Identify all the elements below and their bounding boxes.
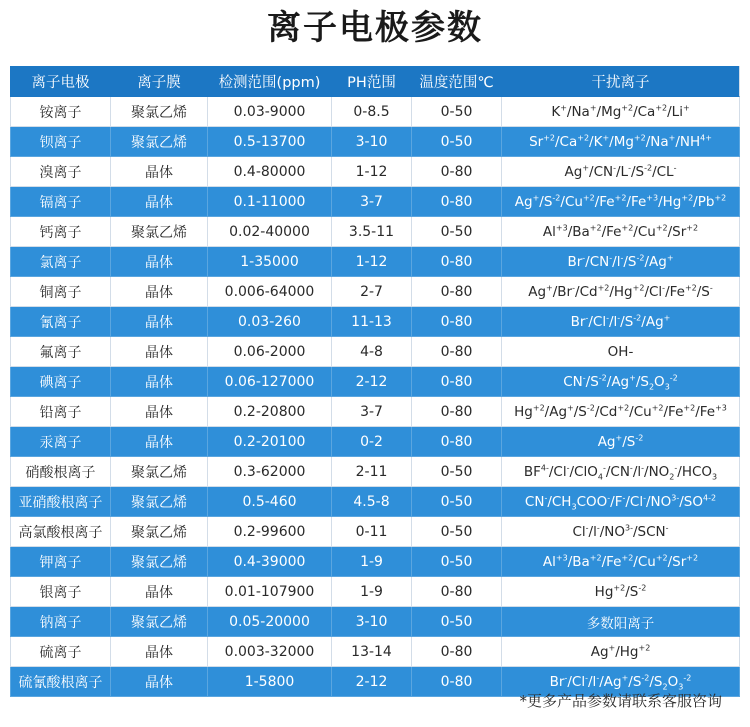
cell-membrane: 聚氯乙烯 bbox=[110, 127, 207, 157]
table-row bbox=[10, 247, 740, 277]
cell-membrane: 聚氯乙烯 bbox=[110, 547, 207, 577]
cell-temp: 0-50 bbox=[411, 547, 501, 577]
table-row bbox=[10, 547, 740, 577]
cell-electrode: 钡离子 bbox=[10, 127, 110, 157]
cell-interference: 多数阳离子 bbox=[501, 607, 740, 637]
header-electrode: 离子电极 bbox=[10, 66, 110, 97]
table-row bbox=[10, 337, 740, 367]
cell-membrane: 晶体 bbox=[110, 397, 207, 427]
cell-range: 0.5-460 bbox=[207, 487, 331, 517]
cell-range: 0.3-62000 bbox=[207, 457, 331, 487]
page-title: 离子电极参数 bbox=[267, 8, 483, 48]
header-ph: PH范围 bbox=[331, 66, 411, 97]
cell-electrode: 铜离子 bbox=[10, 277, 110, 307]
cell-ph: 2-11 bbox=[331, 457, 411, 487]
cell-range: 0.4-39000 bbox=[207, 547, 331, 577]
footnote: *更多产品参数请联系客服咨询 bbox=[519, 692, 722, 710]
cell-membrane: 晶体 bbox=[110, 637, 207, 667]
table-row bbox=[10, 127, 740, 157]
cell-membrane: 聚氯乙烯 bbox=[110, 217, 207, 247]
header-membrane: 离子膜 bbox=[110, 66, 207, 97]
header-interference: 干扰离子 bbox=[501, 66, 740, 97]
cell-membrane: 晶体 bbox=[110, 667, 207, 697]
cell-range: 0.02-40000 bbox=[207, 217, 331, 247]
cell-ph: 13-14 bbox=[331, 637, 411, 667]
cell-interference: $CN^-/S^{-2}/Ag^+/S_2O_3^{-2}$ bbox=[501, 367, 740, 397]
cell-electrode: 铅离子 bbox=[10, 397, 110, 427]
cell-range: 0.01-107900 bbox=[207, 577, 331, 607]
cell-temp: 0-80 bbox=[411, 307, 501, 337]
cell-ph: 0-11 bbox=[331, 517, 411, 547]
cell-ph: 2-12 bbox=[331, 367, 411, 397]
cell-electrode: 氰离子 bbox=[10, 307, 110, 337]
table-row bbox=[10, 517, 740, 547]
cell-temp: 0-80 bbox=[411, 667, 501, 697]
cell-interference: $Hg^{+2}/Ag^+/S^{-2}/Cd^{+2}/Cu^{+2}/Fe^{+2}/Fe^{+3}$ bbox=[501, 397, 740, 427]
table-row bbox=[10, 427, 740, 457]
cell-temp: 0-50 bbox=[411, 127, 501, 157]
cell-electrode: 钠离子 bbox=[10, 607, 110, 637]
cell-membrane: 晶体 bbox=[110, 307, 207, 337]
cell-membrane: 晶体 bbox=[110, 337, 207, 367]
cell-electrode: 硫离子 bbox=[10, 637, 110, 667]
cell-interference: $Ag^+/Br^-/Cd^{+2}/Hg^{+2}/Cl^-/Fe^{+2}/S^-$ bbox=[501, 277, 740, 307]
ion-electrode-params-table bbox=[10, 66, 740, 697]
cell-ph: 3-10 bbox=[331, 127, 411, 157]
cell-interference: $Al^{+3}/Ba^{+2}/Fe^{+2}/Cu^{+2}/Sr^{+2}$ bbox=[501, 217, 740, 247]
cell-interference: $Br^-/Cl^-/l^-/S^{-2}/Ag^+$ bbox=[501, 307, 740, 337]
table-row bbox=[10, 607, 740, 637]
table-row bbox=[10, 187, 740, 217]
cell-ph: 1-12 bbox=[331, 247, 411, 277]
cell-electrode: 氯离子 bbox=[10, 247, 110, 277]
cell-ph: 0-8.5 bbox=[331, 97, 411, 127]
header-temp: 温度范围℃ bbox=[411, 66, 501, 97]
table-row bbox=[10, 397, 740, 427]
cell-temp: 0-50 bbox=[411, 217, 501, 247]
cell-electrode: 氟离子 bbox=[10, 337, 110, 367]
cell-ph: 2-12 bbox=[331, 667, 411, 697]
cell-interference: $Hg^{+2}/S^{-2}$ bbox=[501, 577, 740, 607]
table-header-row bbox=[10, 66, 740, 97]
cell-interference: $Ag^+/CN^-/L^-/S^{-2}/CL^-$ bbox=[501, 157, 740, 187]
cell-range: 0.003-32000 bbox=[207, 637, 331, 667]
cell-range: 1-35000 bbox=[207, 247, 331, 277]
cell-range: 0.2-20100 bbox=[207, 427, 331, 457]
cell-temp: 0-50 bbox=[411, 607, 501, 637]
cell-ph: 0-2 bbox=[331, 427, 411, 457]
cell-ph: 4-8 bbox=[331, 337, 411, 367]
table-row bbox=[10, 637, 740, 667]
table-row bbox=[10, 217, 740, 247]
cell-membrane: 晶体 bbox=[110, 367, 207, 397]
cell-electrode: 碘离子 bbox=[10, 367, 110, 397]
table-row bbox=[10, 577, 740, 607]
cell-electrode: 铵离子 bbox=[10, 97, 110, 127]
cell-membrane: 晶体 bbox=[110, 577, 207, 607]
cell-interference: $Ag^+/S^{-2}$ bbox=[501, 427, 740, 457]
cell-ph: 3-7 bbox=[331, 187, 411, 217]
cell-temp: 0-50 bbox=[411, 97, 501, 127]
cell-ph: 11-13 bbox=[331, 307, 411, 337]
cell-range: 0.06-127000 bbox=[207, 367, 331, 397]
cell-interference: $Cl^-/l^-/NO^{3-}/SCN^-$ bbox=[501, 517, 740, 547]
cell-membrane: 晶体 bbox=[110, 247, 207, 277]
cell-range: 0.2-99600 bbox=[207, 517, 331, 547]
cell-interference: $Ag^+/S^{-2}/Cu^{+2}/Fe^{+2}/Fe^{+3}/Hg^{+2}/Pb^{+2}$ bbox=[501, 187, 740, 217]
table-body bbox=[10, 97, 740, 697]
cell-ph: 3.5-11 bbox=[331, 217, 411, 247]
cell-membrane: 聚氯乙烯 bbox=[110, 457, 207, 487]
cell-membrane: 晶体 bbox=[110, 157, 207, 187]
cell-ph: 3-7 bbox=[331, 397, 411, 427]
cell-interference: $Ag^+/Hg^{+2}$ bbox=[501, 637, 740, 667]
table-row bbox=[10, 307, 740, 337]
cell-membrane: 聚氯乙烯 bbox=[110, 607, 207, 637]
header-range: 检测范围(ppm) bbox=[207, 66, 331, 97]
table-row bbox=[10, 487, 740, 517]
cell-range: 0.1-11000 bbox=[207, 187, 331, 217]
cell-temp: 0-80 bbox=[411, 277, 501, 307]
cell-temp: 0-50 bbox=[411, 457, 501, 487]
cell-temp: 0-80 bbox=[411, 637, 501, 667]
cell-temp: 0-80 bbox=[411, 397, 501, 427]
cell-electrode: 钙离子 bbox=[10, 217, 110, 247]
cell-range: 0.05-20000 bbox=[207, 607, 331, 637]
cell-range: 0.2-20800 bbox=[207, 397, 331, 427]
cell-interference: $CN^-/CH_3COO^-/F^-/Cl^-/NO^{3-}/SO^{4-2}$ bbox=[501, 487, 740, 517]
cell-temp: 0-80 bbox=[411, 247, 501, 277]
cell-temp: 0-50 bbox=[411, 517, 501, 547]
cell-electrode: 溴离子 bbox=[10, 157, 110, 187]
cell-electrode: 钾离子 bbox=[10, 547, 110, 577]
cell-ph: 1-9 bbox=[331, 547, 411, 577]
cell-electrode: 硝酸根离子 bbox=[10, 457, 110, 487]
cell-temp: 0-80 bbox=[411, 157, 501, 187]
cell-interference: $BF^{4-}/Cl^-/ClO_4^-/CN^-/l^-/NO_2^-/HCO_3$ bbox=[501, 457, 740, 487]
cell-membrane: 晶体 bbox=[110, 277, 207, 307]
cell-membrane: 聚氯乙烯 bbox=[110, 97, 207, 127]
cell-temp: 0-80 bbox=[411, 577, 501, 607]
cell-interference: $Br^-/CN^-/l^-/S^{-2}/Ag^+$ bbox=[501, 247, 740, 277]
table-row bbox=[10, 97, 740, 127]
table-row bbox=[10, 277, 740, 307]
cell-interference: $Al^{+3}/Ba^{+2}/Fe^{+2}/Cu^{+2}/Sr^{+2}$ bbox=[501, 547, 740, 577]
cell-electrode: 汞离子 bbox=[10, 427, 110, 457]
cell-range: 0.03-260 bbox=[207, 307, 331, 337]
cell-temp: 0-80 bbox=[411, 337, 501, 367]
table-row bbox=[10, 157, 740, 187]
cell-ph: 4.5-8 bbox=[331, 487, 411, 517]
cell-ph: 2-7 bbox=[331, 277, 411, 307]
cell-electrode: 银离子 bbox=[10, 577, 110, 607]
cell-electrode: 硫氰酸根离子 bbox=[10, 667, 110, 697]
cell-interference: $K^+/Na^+/Mg^{+2}/Ca^{+2}/Li^+$ bbox=[501, 97, 740, 127]
cell-range: 1-5800 bbox=[207, 667, 331, 697]
cell-electrode: 高氯酸根离子 bbox=[10, 517, 110, 547]
cell-ph: 1-12 bbox=[331, 157, 411, 187]
cell-ph: 1-9 bbox=[331, 577, 411, 607]
cell-membrane: 晶体 bbox=[110, 427, 207, 457]
cell-range: 0.006-64000 bbox=[207, 277, 331, 307]
cell-membrane: 聚氯乙烯 bbox=[110, 487, 207, 517]
cell-range: 0.4-80000 bbox=[207, 157, 331, 187]
cell-range: 0.03-9000 bbox=[207, 97, 331, 127]
cell-range: 0.5-13700 bbox=[207, 127, 331, 157]
cell-temp: 0-80 bbox=[411, 367, 501, 397]
cell-membrane: 聚氯乙烯 bbox=[110, 517, 207, 547]
table-row bbox=[10, 367, 740, 397]
cell-electrode: 亚硝酸根离子 bbox=[10, 487, 110, 517]
table-row bbox=[10, 457, 740, 487]
cell-temp: 0-80 bbox=[411, 187, 501, 217]
cell-electrode: 镉离子 bbox=[10, 187, 110, 217]
cell-interference: $Br^-/Cl^-/l^-/Ag^+/S^{-2}/S_2O_3^{-2}$ bbox=[501, 667, 740, 697]
cell-range: 0.06-2000 bbox=[207, 337, 331, 367]
cell-temp: 0-50 bbox=[411, 487, 501, 517]
cell-membrane: 晶体 bbox=[110, 187, 207, 217]
cell-ph: 3-10 bbox=[331, 607, 411, 637]
cell-interference: OH- bbox=[501, 337, 740, 367]
cell-temp: 0-80 bbox=[411, 427, 501, 457]
cell-interference: $Sr^{+2}/Ca^{+2}/K^+/Mg^{+2}/Na^+/NH^{4+}$ bbox=[501, 127, 740, 157]
